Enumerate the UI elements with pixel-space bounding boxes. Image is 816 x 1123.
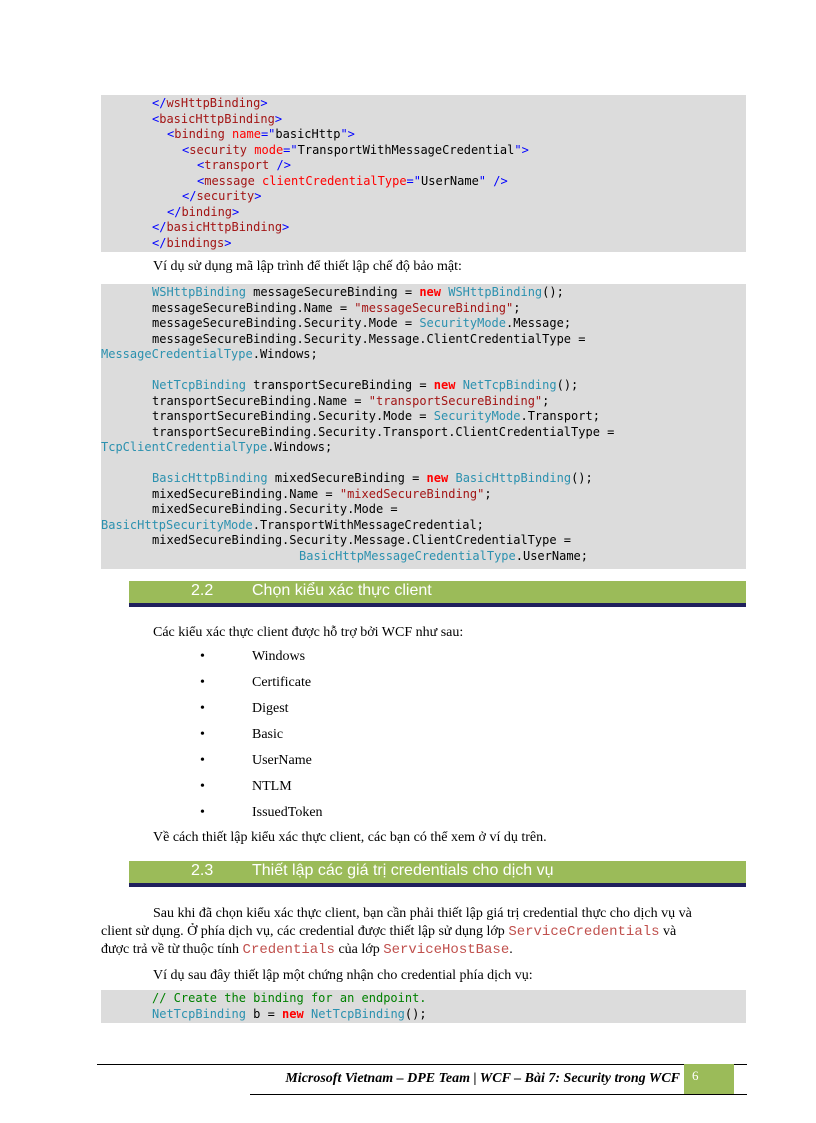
code-line: </binding> <box>167 204 240 219</box>
bullet-icon: • <box>200 805 205 820</box>
code-line: NetTcpBinding b = new NetTcpBinding(); <box>152 1006 427 1021</box>
code-line: <transport /> <box>197 158 291 172</box>
section-title: Thiết lập các giá trị credentials cho dịch vụ <box>252 862 554 879</box>
code-line: <security mode="TransportWithMessageCredential"> <box>182 142 529 157</box>
code-line: <binding name="basicHttp"> <box>167 127 355 141</box>
code-line: transportSecureBinding.Name = "transportSecureBinding"; <box>152 393 550 408</box>
credentials-paragraph-line-2 <box>101 923 676 941</box>
text-run: . <box>509 942 513 957</box>
code-line: // Create the binding for an endpoint. <box>152 991 427 1005</box>
code-line: transportSecureBinding.Security.Mode = SecurityMode.Transport; <box>152 409 600 423</box>
code-line: messageSecureBinding.Security.Message.ClientCredentialType = <box>152 331 586 346</box>
section-number: 2.3 <box>191 862 214 879</box>
text-run: và <box>659 924 677 939</box>
code-line: messageSecureBinding.Security.Mode = SecurityMode.Message; <box>152 316 572 330</box>
code-line: </wsHttpBinding> <box>152 96 268 110</box>
inline-code: ServiceCredentials <box>508 924 660 940</box>
code-line: BasicHttpMessageCredentialType.UserName; <box>299 548 588 563</box>
list-item: IssuedToken <box>252 805 323 820</box>
code-line: </bindings> <box>152 235 232 250</box>
text-run: được trả về từ thuộc tính <box>101 942 243 957</box>
list-item: Certificate <box>252 675 312 690</box>
section-heading-2-3 <box>129 861 746 887</box>
section-heading-2-2 <box>129 581 746 607</box>
inline-code: Credentials <box>242 942 335 958</box>
code-line: WSHttpBinding messageSecureBinding = new WSHttpBinding(); <box>152 285 564 299</box>
code-line <box>101 456 746 472</box>
list-item: Basic <box>252 727 284 742</box>
code-line: <basicHttpBinding> <box>152 111 283 126</box>
text-run: của lớp <box>334 942 384 957</box>
code-line: NetTcpBinding transportSecureBinding = new NetTcpBinding(); <box>152 378 579 392</box>
code-line: mixedSecureBinding.Security.Message.ClientCredentialType = <box>152 533 572 547</box>
credentials-paragraph-line-1: Sau khi đã chọn kiểu xác thực client, bạn cần phải thiết lập giá trị credential thực cho dịch vụ và <box>153 906 692 921</box>
list-item: Windows <box>252 649 306 664</box>
code-line: BasicHttpBinding mixedSecureBinding = new BasicHttpBinding(); <box>152 471 593 485</box>
code-line: <message clientCredentialType="UserName" /> <box>197 173 508 188</box>
xml-config-code-block <box>101 95 746 252</box>
code-line: transportSecureBinding.Security.Transport.ClientCredentialType = <box>152 424 615 439</box>
text-run: client sử dụng. Ở phía dịch vụ, các credential được thiết lập sử dụng lớp <box>101 924 509 939</box>
client-types-intro: Các kiểu xác thực client được hỗ trợ bởi WCF như sau: <box>153 625 464 640</box>
section-title: Chọn kiểu xác thực client <box>252 582 432 599</box>
service-credential-code-block <box>101 990 746 1023</box>
inline-code: ServiceHostBase <box>383 942 510 958</box>
bullet-icon: • <box>200 727 205 742</box>
footer-rule-top <box>97 1064 747 1065</box>
page-number: 6 <box>684 1064 734 1094</box>
client-types-outro: Về cách thiết lập kiểu xác thực client, các bạn có thể xem ở ví dụ trên. <box>153 830 547 845</box>
bullet-icon: • <box>200 701 205 716</box>
footer-text: Microsoft Vietnam – DPE Team | WCF – Bài 7: Security trong WCF <box>285 1071 680 1086</box>
bullet-icon: • <box>200 675 205 690</box>
footer-rule-bottom <box>250 1094 747 1095</box>
code-line: messageSecureBinding.Name = "messageSecureBinding"; <box>152 300 521 315</box>
code-line: </security> <box>182 189 262 203</box>
list-item: UserName <box>252 753 312 768</box>
list-item: Digest <box>252 701 289 716</box>
bullet-icon: • <box>200 649 205 664</box>
credentials-example-intro: Ví dụ sau đây thiết lập một chứng nhận cho credential phía dịch vụ: <box>153 968 533 983</box>
code-line: </basicHttpBinding> <box>152 220 290 234</box>
bullet-icon: • <box>200 779 205 794</box>
code-line: BasicHttpSecurityMode.TransportWithMessageCredential; <box>101 517 484 532</box>
credentials-paragraph-line-3 <box>101 941 513 959</box>
code-intro-paragraph: Ví dụ sử dụng mã lập trình để thiết lập chế độ bảo mật: <box>153 259 462 274</box>
code-line: mixedSecureBinding.Security.Mode = <box>152 502 398 516</box>
csharp-code-block <box>101 284 746 569</box>
code-line: TcpClientCredentialType.Windows; <box>101 440 333 454</box>
code-line <box>101 363 746 379</box>
section-number: 2.2 <box>191 582 214 599</box>
code-line: mixedSecureBinding.Name = "mixedSecureBinding"; <box>152 486 492 501</box>
bullet-icon: • <box>200 753 205 768</box>
code-line: MessageCredentialType.Windows; <box>101 347 318 361</box>
list-item: NTLM <box>252 779 292 794</box>
